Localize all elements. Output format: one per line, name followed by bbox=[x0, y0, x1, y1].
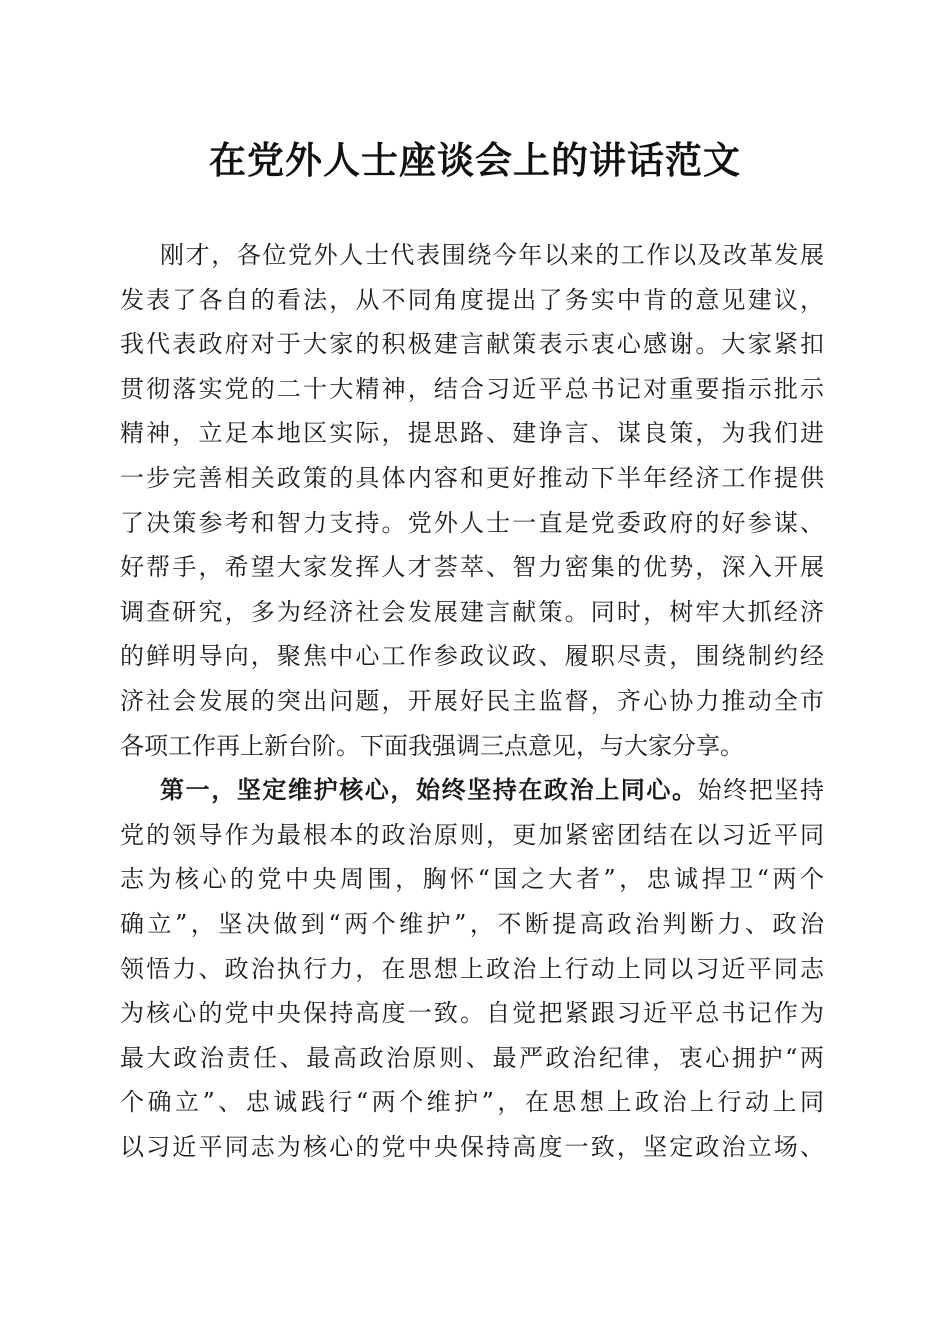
document-title: 在党外人士座谈会上的讲话范文 bbox=[209, 138, 741, 182]
paragraph-line: 的鲜明导向，聚焦中心工作参政议政、履职尽责，围绕制约经 bbox=[120, 642, 824, 671]
paragraph-line: 党的领导作为最根本的政治原则，更加紧密团结在以习近平同 bbox=[120, 820, 824, 849]
paragraph-line: 贯彻落实党的二十大精神，结合习近平总书记对重要指示批示 bbox=[120, 374, 824, 403]
paragraph-line: 一步完善相关政策的具体内容和更好推动下半年经济工作提供 bbox=[120, 463, 824, 492]
document-body bbox=[120, 233, 824, 1169]
paragraph-line-rest: 始终把坚持 bbox=[697, 776, 825, 805]
section-heading: 第一，坚定维护核心，始终坚持在政治上同心。 bbox=[160, 775, 698, 805]
paragraph-line: 以习近平同志为核心的党中央保持高度一致，坚定政治立场、 bbox=[120, 1132, 824, 1161]
paragraph-line: 志为核心的党中央周围，胸怀“国之大者”，忠诚捍卫“两个 bbox=[120, 865, 824, 894]
paragraph-line: 领悟力、政治执行力，在思想上政治上行动上同以习近平同志 bbox=[120, 954, 824, 983]
paragraph-line: 各项工作再上新台阶。下面我强调三点意见，与大家分享。 bbox=[120, 731, 744, 760]
paragraph-heading-line bbox=[120, 768, 824, 813]
paragraph-line: 好帮手，希望大家发挥人才荟萃、智力密集的优势，深入开展 bbox=[120, 553, 824, 582]
paragraph-line: 刚才，各位党外人士代表围绕今年以来的工作以及改革发展 bbox=[160, 241, 824, 269]
paragraph-line: 济社会发展的突出问题，开展好民主监督，齐心协力推动全市 bbox=[120, 686, 824, 715]
paragraph-line: 调查研究，多为经济社会发展建言献策。同时，树牢大抓经济 bbox=[120, 597, 824, 626]
paragraph-line: 最大政治责任、最高政治原则、最严政治纪律，衷心拥护“两 bbox=[120, 1043, 824, 1072]
paragraph-line: 确立”，坚决做到“两个维护”，不断提高政治判断力、政治 bbox=[120, 909, 824, 938]
paragraph-line: 个确立”、忠诚践行“两个维护”，在思想上政治上行动上同 bbox=[120, 1088, 824, 1117]
paragraph-line: 发表了各自的看法，从不同角度提出了务实中肯的意见建议， bbox=[120, 285, 824, 314]
paragraph-line: 精神，立足本地区实际，提思路、建诤言、谋良策，为我们进 bbox=[120, 419, 824, 448]
paragraph-line: 为核心的党中央保持高度一致。自觉把紧跟习近平总书记作为 bbox=[120, 999, 824, 1028]
paragraph-line: 我代表政府对于大家的积极建言献策表示衷心感谢。大家紧扣 bbox=[120, 330, 824, 359]
paragraph-line: 了决策参考和智力支持。党外人士一直是党委政府的好参谋、 bbox=[120, 508, 824, 537]
